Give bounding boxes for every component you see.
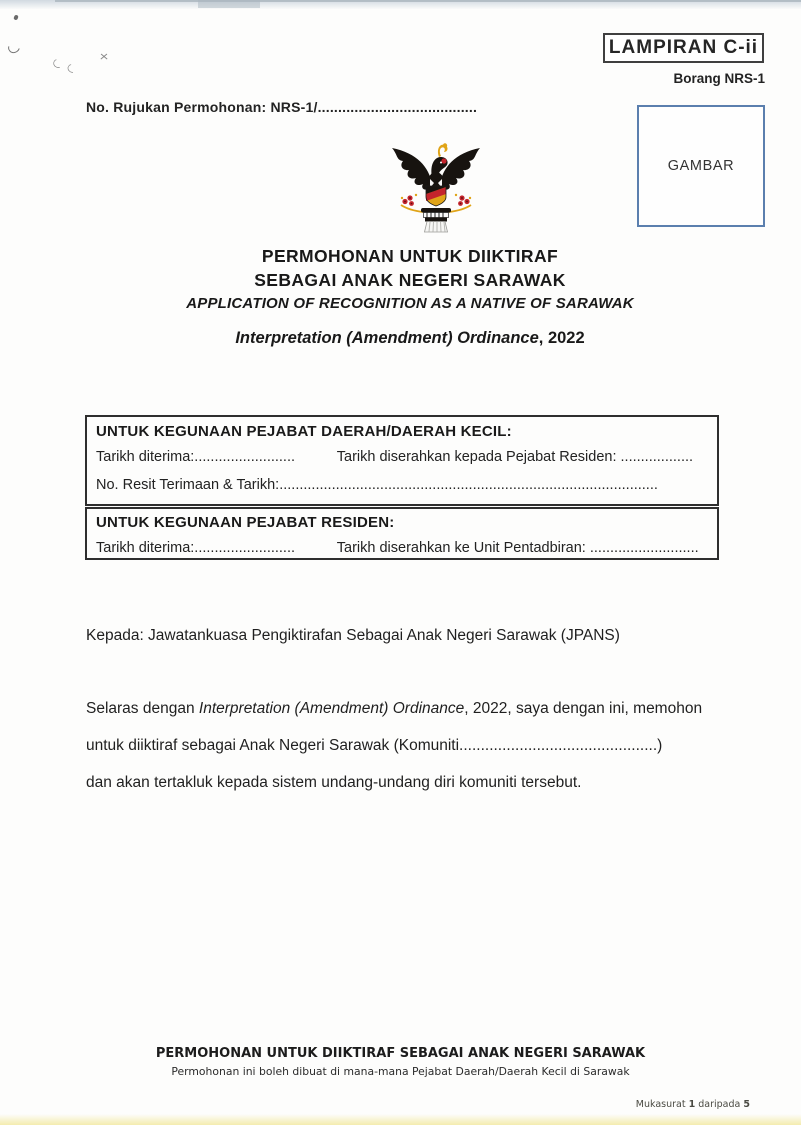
pencil-mark — [6, 40, 22, 56]
resident-box-row1 — [96, 540, 717, 556]
declaration-line2-community-field: untuk diiktiraf sebagai Anak Negeri Sarawak (Komuniti..............................................) — [86, 737, 663, 754]
addressee-line: Kepada: Jawatankuasa Pengiktirafan Sebagai Anak Negeri Sarawak (JPANS) — [86, 627, 620, 644]
current-page: 1 — [688, 1099, 696, 1110]
ordinance-name: Interpretation (Amendment) Ordinance — [235, 329, 539, 347]
date-received-field: Tarikh diterima:......................... — [96, 540, 296, 556]
district-box-row1 — [96, 449, 717, 465]
declaration-line3: dan akan tertakluk kepada sistem undang-undang diri komuniti tersebut. — [86, 774, 582, 791]
ordinance-reference: Interpretation (Amendment) Ordinance — [198, 700, 465, 717]
lampiran-label-box — [603, 33, 764, 63]
ordinance-title — [55, 329, 765, 348]
sarawak-state-crest-icon — [383, 135, 489, 240]
scan-artifact-top-blob — [198, 0, 260, 8]
pencil-mark — [66, 63, 78, 75]
form-title-english: APPLICATION OF RECOGNITION AS A NATIVE OF SARAWAK — [186, 295, 634, 312]
page-number: Mukasurat 1 daripada 5 — [635, 1099, 750, 1110]
form-title-line2: SEBAGAI ANAK NEGERI SARAWAK — [254, 270, 566, 290]
date-forwarded-admin-field: Tarikh diserahkan ke Unit Pentadbiran: ........................... — [336, 540, 699, 556]
pencil-mark — [52, 57, 64, 69]
ordinance-year: , 2022 — [538, 329, 585, 347]
pencil-mark — [13, 14, 18, 20]
date-forwarded-resident-field: Tarikh diserahkan kepada Pejabat Residen: .................. — [336, 449, 694, 465]
footer-subtitle: Permohonan ini boleh dibuat di mana-mana Pejabat Daerah/Daerah Kecil di Sarawak — [171, 1065, 630, 1078]
receipt-number-field: No. Resit Terimaan & Tarikh:.............................................................................................. — [96, 477, 658, 493]
photo-box-label: GAMBAR — [667, 158, 735, 174]
date-received-field: Tarikh diterima:......................... — [96, 449, 296, 465]
resident-box-heading: UNTUK KEGUNAAN PEJABAT RESIDEN: — [96, 514, 395, 531]
form-code-label: Borang NRS-1 — [673, 71, 765, 86]
form-title-line1: PERMOHONAN UNTUK DIIKTIRAF — [261, 246, 559, 266]
scan-artifact-bottom-band — [0, 1114, 801, 1125]
footer-title: PERMOHONAN UNTUK DIIKTIRAF SEBAGAI ANAK NEGERI SARAWAK — [155, 1046, 646, 1061]
total-pages: 5 — [743, 1099, 750, 1110]
lampiran-label: LAMPIRAN C-ii — [608, 37, 759, 58]
scan-artifact-top-line — [55, 0, 801, 2]
district-box-heading: UNTUK KEGUNAAN PEJABAT DAERAH/DAERAH KECIL: — [96, 423, 512, 440]
reference-number-field: No. Rujukan Permohonan: NRS-1/....................................... — [86, 99, 478, 115]
resident-office-use-box — [85, 507, 719, 560]
declaration-paragraph — [86, 690, 748, 801]
declaration-line1: Selaras dengan Interpretation (Amendment) Ordinance, 2022, saya dengan ini, memohon — [86, 700, 703, 717]
district-office-use-box — [85, 415, 719, 506]
photo-box — [637, 105, 765, 227]
